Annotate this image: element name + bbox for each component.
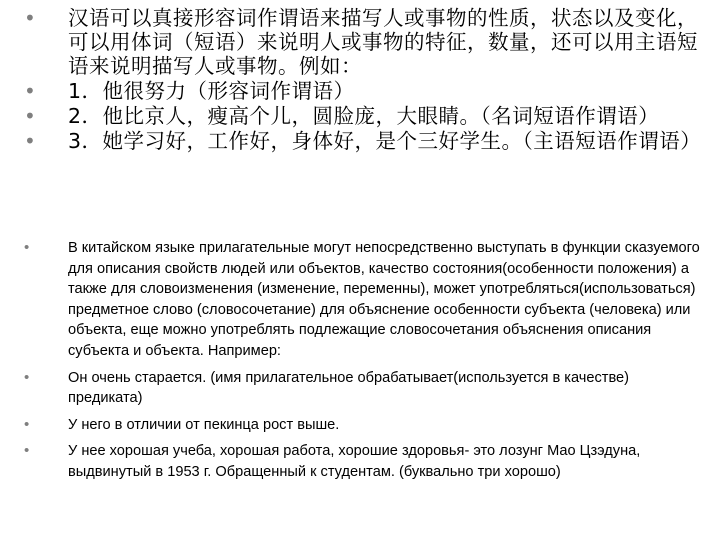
list-item bbox=[24, 79, 704, 103]
list-item bbox=[24, 415, 704, 436]
chinese-text: 2．他比京人，瘦高个儿，圆脸庞，大眼睛。（名词短语作谓语） bbox=[68, 104, 660, 128]
bullet-icon: • bbox=[24, 104, 37, 128]
russian-text: У нее хорошая учеба, хорошая работа, хорошие здоровья- это лозунг Мао Цзэдуна, выдвинутый в 1953 г. Обращенный к студентам. (буквально три хорошо) bbox=[68, 443, 641, 480]
chinese-text: 3．她学习好，工作好，身体好，是个三好学生。（主语短语作谓语） bbox=[68, 129, 702, 153]
list-item bbox=[24, 104, 704, 128]
bullet-icon: • bbox=[24, 79, 37, 103]
bullet-icon: • bbox=[24, 442, 30, 460]
list-item bbox=[24, 129, 704, 153]
list-item bbox=[24, 368, 704, 409]
list-item bbox=[24, 441, 704, 482]
bullet-icon: • bbox=[24, 239, 30, 256]
russian-text: В китайском языке прилагательные могут непосредственно выступать в функции сказуемого для описания свойств людей или объектов, качество состояния(особенности положения) а также для словоизменения (изменение, переменны), может употребляться(использоваться) предметное слово (словосочетание) для объяснение особенности субъекта (человека) или объекта, еще можно употреблять подлежащие словосочетания объяснения описания субъекта и объекта. Например: bbox=[68, 240, 700, 359]
russian-bullet-list bbox=[24, 238, 704, 483]
russian-text: У него в отличии от пекинца рост выше. bbox=[68, 416, 340, 433]
list-item bbox=[24, 6, 704, 78]
chinese-text: 1．他很努力（形容词作谓语） bbox=[68, 79, 355, 103]
list-item bbox=[24, 238, 704, 362]
bullet-icon: • bbox=[24, 129, 37, 153]
chinese-text: 汉语可以真接形容词作谓语来描写人或事物的性质，状态以及变化，可以用体词（短语）来说明人或事物的特征，数量，还可以用主语短语来说明描写人或事物。例如： bbox=[68, 6, 698, 78]
bullet-icon: • bbox=[24, 368, 30, 386]
bullet-icon: • bbox=[24, 6, 37, 30]
russian-text: Он очень старается. (имя прилагательное обрабатывает(используется в качестве) предиката) bbox=[68, 369, 630, 407]
chinese-bullet-list bbox=[24, 6, 704, 153]
bullet-icon: • bbox=[24, 415, 30, 433]
